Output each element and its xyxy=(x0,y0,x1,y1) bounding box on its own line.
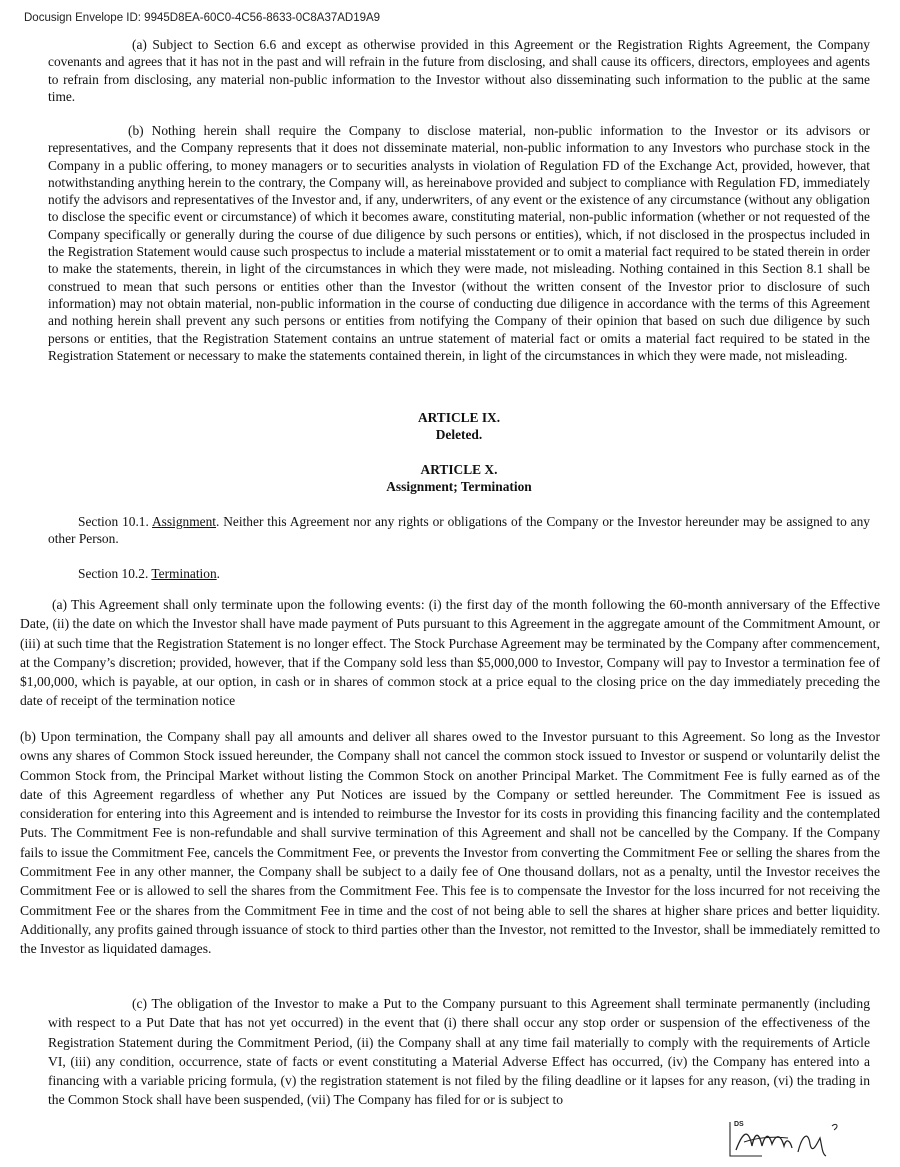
section-10-1 xyxy=(48,513,870,548)
docusign-envelope-id: Docusign Envelope ID: 9945D8EA-60C0-4C56-8633-0C8A37AD19A9 xyxy=(24,12,381,24)
section-10-1-prefix: Section 10.1. xyxy=(78,514,153,529)
signature-ds-label: DS xyxy=(734,1121,744,1128)
section-10-1-heading: Assignment xyxy=(152,514,216,529)
section-10-2-heading: Termination xyxy=(151,566,217,581)
paragraph-8-1-b: (b) Nothing herein shall require the Company to disclose material, non-public information to the Investor or its advisors or representatives, and the Company represents that it does not disseminate material, non-public information to any Investors who purchase stock in the Company in a public offering, to money managers or to securities analysts in violation of Regulation FD of the Exchange Act, provided, however, that notwithstanding anything herein to the contrary, the Company will, as hereinabove provided and subject to compliance with Regulation FD, immediately notify the advisors and representatives of the Investor and, if any, underwriters, of any event or the existence of any circumstance (without any obligation to disclose the specific event or circumstance) of which it becomes aware, constituting material, non-public information (whether or not requested of the Company specifically or generally during the course of due diligence by such persons or entities), which, if not disclosed in the prospectus included in the Registration Statement would cause such prospectus to include a material misstatement or to omit a material fact required to be stated therein in order to make the statements, therein, in light of the circumstances in which they were made, not misleading. Nothing contained in this Section 8.1 shall be construed to mean that such persons or entities other than the Investor (without the written consent of the Investor prior to disclosure of such information) may not obtain material, non-public information in the course of conducting due diligence in accordance with the terms of this Agreement and nothing herein shall prevent any such persons or entities from notifying the Company of their opinion that based on such due diligence by such persons or entities, that the Registration Statement contains an untrue statement of material fact or omits a material fact required to be stated in the Registration Statement or necessary to make the statements contained therein, in light of the circumstances in which they were made, not misleading. xyxy=(48,123,870,363)
section-10-1-text: . Neither this Agreement nor any rights or obligations of the Company or the Investor hereunder may be assigned to any other Person. xyxy=(48,514,871,547)
article-x-subtitle: Assignment; Termination xyxy=(386,479,532,494)
section-10-2-prefix: Section 10.2. xyxy=(78,566,152,581)
paragraph-8-1-a: (a) Subject to Section 6.6 and except as otherwise provided in this Agreement or the Registration Rights Agreement, the Company covenants and agrees that it has not in the past and will refrain in the future from disclosing, and shall cause its officers, directors, employees and agents to refrain from disclosing, any material non-public information to the Investor without also disseminating such information to the public at the same time. xyxy=(48,37,870,104)
termination-paragraph-b: (b) Upon termination, the Company shall pay all amounts and deliver all shares owed to the Investor pursuant to this Agreement. So long as the Investor owns any shares of Common Stock issued hereunder, the Company shall not cancel the common stock issued to Investor or suspend or voluntarily delist the Common Stock from, the Principal Market without listing the Common Stock on another Principal Market. The Commitment Fee is fully earned as of the date of this Agreement regardless of whether any Put Notices are issued by the Company or settled hereunder. The Commitment Fee is issued as consideration for entering into this Agreement and is intended to reimburse the Investor for its costs in providing this financing facility and the contemplated Puts. The Commitment Fee is non-refundable and shall survive termination of this Agreement and shall not be cancelled by the Company. If the Company fails to issue the Commitment Fee, cancels the Commitment Fee, or prevents the Investor from converting the Commitment Fee or selling the shares from the Commitment Fee in any other manner, the Company shall be subject to a daily fee of One thousand dollars, not as a penalty, until the Investor receives the Commitment Fee or is allowed to sell the shares from the Commitment Fee. This fee is to compensate the Investor for the loss incurred for not receiving the Commitment Fee or the shares from the Commitment Fee in time and the cost of not being able to sell the shares at higher share prices and better liquidity. Additionally, any profits gained through issuance of stock to third parties other than the Investor, not remitted to the Investor, shall be immediately remitted to the Investor as liquidated damages. xyxy=(20,729,880,957)
handwritten-signature-icon xyxy=(722,1116,852,1162)
article-ix-subtitle: Deleted. xyxy=(435,427,483,442)
termination-paragraph-a: (a) This Agreement shall only terminate upon the following events: (i) the first day of the month following the 60-month anniversary of the Effective Date, (ii) the date on which the Investor shall have made payment of Puts pursuant to this Agreement in the aggregate amount of the Commitment Amount, or (iii) at such time that the Registration Statement is no longer effect. The Stock Purchase Agreement may be terminated by the Company after commencement, at the Company’s discretion; provided, however, that if the Company sold less than $5,000,000 to Investor, Company will pay to Investor a termination fee of $1,00,000, which is payable, at our option, in cash or in shares of common stock at a price equal to the closing price on the day immediately preceding the date of receipt of the termination notice xyxy=(20,597,880,709)
signature-block xyxy=(722,1116,852,1162)
article-ix-title: ARTICLE IX. xyxy=(417,410,501,425)
article-x-title: ARTICLE X. xyxy=(420,462,498,477)
termination-paragraph-c: (c) The obligation of the Investor to make a Put to the Company pursuant to this Agreement shall terminate permanently (including with respect to a Put Date that has not yet occurred) in the event that (i) there shall occur any stop order or suspension of the effectiveness of the Registration Statement during the Commitment Period, (ii) the Company shall at any time fail materially to comply with the requirements of Article VI, (iii) any condition, occurrence, state of facts or event constituting a Material Adverse Effect has occurred, (iv) the Company has entered into a financing with a variable pricing formula, (v) the registration statement is not filed by the filing deadline or it lapses for any reason, (vi) the trading in the Common Stock shall have been suspended, (vii) The Company has filed for or is subject to xyxy=(48,996,870,1108)
section-10-2-suffix: . xyxy=(216,566,221,581)
section-10-2 xyxy=(48,565,870,582)
